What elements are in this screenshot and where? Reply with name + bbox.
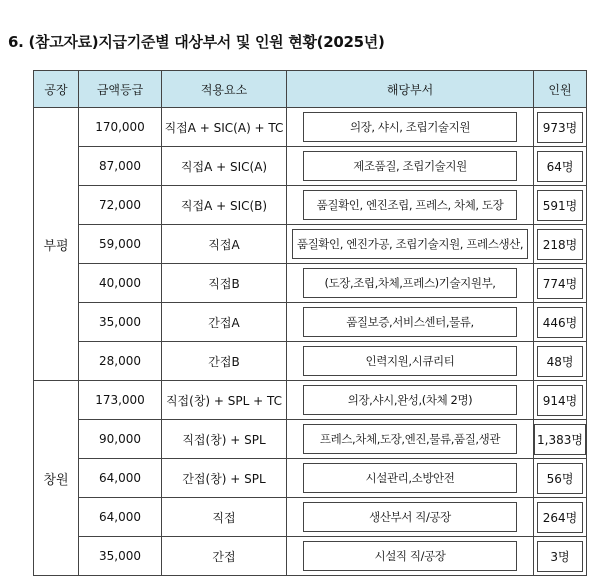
element-cell: 간접 (162, 537, 287, 576)
dept-text: 제조품질, 조립기술지원 (303, 151, 517, 181)
count-text: 1,383명 (534, 424, 586, 455)
table-row (34, 342, 587, 381)
element-cell: 직접A + SIC(A) (162, 147, 287, 186)
dept-cell (287, 498, 534, 537)
count-cell (534, 303, 587, 342)
table-row (34, 303, 587, 342)
table-row (34, 186, 587, 225)
count-cell (534, 537, 587, 576)
count-text: 774명 (537, 268, 583, 299)
dept-text: 의장,샤시,완성,(차체 2명) (303, 385, 517, 415)
count-cell (534, 147, 587, 186)
grade-cell: 35,000 (79, 537, 162, 576)
dept-text: 시설관리,소방안전 (303, 463, 517, 493)
dept-cell (287, 459, 534, 498)
dept-cell (287, 186, 534, 225)
grade-cell: 35,000 (79, 303, 162, 342)
plant-cell: 창원 (34, 381, 79, 576)
element-cell: 직접A (162, 225, 287, 264)
grade-cell: 64,000 (79, 498, 162, 537)
count-cell (534, 225, 587, 264)
count-cell (534, 381, 587, 420)
grade-cell: 59,000 (79, 225, 162, 264)
dept-text: (도장,조립,차체,프레스)기술지원부, (303, 268, 517, 298)
table-row (34, 108, 587, 147)
table-row (34, 498, 587, 537)
header-count: 인원 (534, 71, 587, 108)
count-text: 64명 (537, 151, 583, 182)
element-cell: 간접(창) + SPL (162, 459, 287, 498)
dept-text: 품질확인, 엔진가공, 조립기술지원, 프레스생산, (292, 229, 528, 259)
allowance-table (33, 70, 587, 576)
element-cell: 간접A (162, 303, 287, 342)
element-cell: 직접(창) + SPL (162, 420, 287, 459)
header-element: 적용요소 (162, 71, 287, 108)
element-cell: 직접B (162, 264, 287, 303)
table-row (34, 420, 587, 459)
count-cell (534, 264, 587, 303)
table-row (34, 537, 587, 576)
element-cell: 직접A + SIC(B) (162, 186, 287, 225)
grade-cell: 40,000 (79, 264, 162, 303)
table-row (34, 381, 587, 420)
dept-text: 시설직 직/공장 (303, 541, 517, 571)
dept-text: 의장, 샤시, 조립기술지원 (303, 112, 517, 142)
element-cell: 간접B (162, 342, 287, 381)
count-text: 56명 (537, 463, 583, 494)
dept-text: 품질확인, 엔진조립, 프레스, 차체, 도장 (303, 190, 517, 220)
dept-cell (287, 147, 534, 186)
element-cell: 직접A + SIC(A) + TC (162, 108, 287, 147)
dept-cell (287, 420, 534, 459)
element-cell: 직접(창) + SPL + TC (162, 381, 287, 420)
dept-text: 프레스,차체,도장,엔진,물류,품질,생관 (303, 424, 517, 454)
table-row (34, 459, 587, 498)
count-cell (534, 342, 587, 381)
count-text: 48명 (537, 346, 583, 377)
count-cell (534, 498, 587, 537)
count-cell (534, 420, 587, 459)
count-text: 914명 (537, 385, 583, 416)
count-cell (534, 186, 587, 225)
dept-cell (287, 537, 534, 576)
dept-cell (287, 342, 534, 381)
dept-cell (287, 108, 534, 147)
dept-cell (287, 303, 534, 342)
count-text: 973명 (537, 112, 583, 143)
dept-cell (287, 381, 534, 420)
count-cell (534, 459, 587, 498)
table-row (34, 225, 587, 264)
document-title: 6. (참고자료)지급기준별 대상부서 및 인원 현황(2025년) (8, 33, 385, 51)
count-cell (534, 108, 587, 147)
element-cell: 직접 (162, 498, 287, 537)
dept-cell (287, 264, 534, 303)
dept-text: 생산부서 직/공장 (303, 502, 517, 532)
table-row (34, 147, 587, 186)
count-text: 591명 (537, 190, 583, 221)
grade-cell: 170,000 (79, 108, 162, 147)
header-grade: 금액등급 (79, 71, 162, 108)
grade-cell: 173,000 (79, 381, 162, 420)
grade-cell: 90,000 (79, 420, 162, 459)
plant-cell: 부평 (34, 108, 79, 381)
dept-text: 품질보증,서비스센터,물류, (303, 307, 517, 337)
dept-cell (287, 225, 534, 264)
grade-cell: 64,000 (79, 459, 162, 498)
grade-cell: 28,000 (79, 342, 162, 381)
dept-text: 인력지원,시큐리티 (303, 346, 517, 376)
header-dept: 해당부서 (287, 71, 534, 108)
table-row (34, 264, 587, 303)
count-text: 3명 (537, 541, 583, 572)
count-text: 446명 (537, 307, 583, 338)
grade-cell: 72,000 (79, 186, 162, 225)
header-row (34, 71, 587, 108)
grade-cell: 87,000 (79, 147, 162, 186)
count-text: 218명 (537, 229, 583, 260)
count-text: 264명 (537, 502, 583, 533)
header-plant: 공장 (34, 71, 79, 108)
